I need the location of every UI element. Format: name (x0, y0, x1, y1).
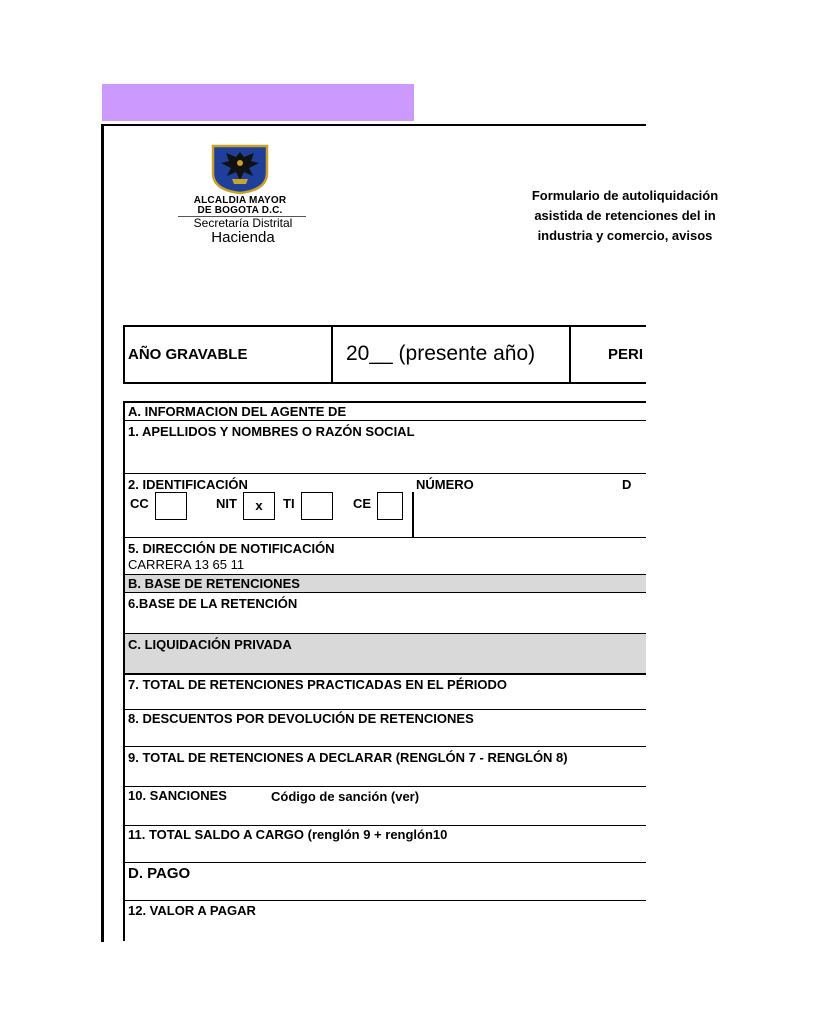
row-divider (123, 473, 646, 474)
id-type-ce-label: CE (353, 496, 372, 511)
sheet-left-border (101, 124, 104, 942)
row-divider (123, 537, 646, 538)
sheet-top-border (101, 124, 646, 126)
sanction-code-link[interactable]: Código de sanción (ver) (271, 789, 420, 804)
year-row-bottom-border (123, 382, 646, 384)
section-a-title: A. INFORMACION DEL AGENTE DE (128, 404, 347, 419)
id-type-ce-checkbox[interactable] (377, 492, 403, 520)
row-divider (123, 786, 646, 787)
field9-label: 9. TOTAL DE RETENCIONES A DECLARAR (RENGLÓN 7 - RENGLÓN 8) (128, 750, 568, 765)
field7-label: 7. TOTAL DE RETENCIONES PRACTICADAS EN EL PÉRIODO (128, 677, 507, 692)
field11-label: 11. TOTAL SALDO A CARGO (renglón 9 + renglón10 (128, 827, 448, 842)
row-divider (123, 825, 646, 826)
row-divider (123, 746, 646, 747)
row-divider (123, 420, 646, 421)
address-value[interactable]: CARRERA 13 65 11 (128, 557, 245, 572)
year-row-top-border (123, 325, 646, 327)
bogota-coat-of-arms-icon (210, 143, 270, 195)
logo-text-line1: ALCALDIA MAYOR (193, 195, 287, 206)
id-type-nit-checkbox[interactable]: x (243, 492, 275, 520)
row-divider (123, 862, 646, 863)
logo-text-line2: DE BOGOTA D.C. (197, 205, 283, 216)
id-type-cc-label: CC (130, 496, 149, 511)
period-label: PERI (608, 346, 644, 363)
year-row-left-border (123, 325, 125, 384)
year-value-field[interactable]: 20__ (presente año) (346, 342, 536, 365)
verification-digit-label: D (622, 477, 632, 492)
field10-label: 10. SANCIONES (128, 788, 227, 803)
id-number-divider (412, 492, 414, 538)
section-b-title: B. BASE DE RETENCIONES (128, 576, 300, 591)
id-type-ti-label: TI (283, 496, 295, 511)
row-divider (123, 592, 646, 593)
field6-label: 6.BASE DE LA RETENCIÓN (128, 596, 298, 611)
id-type-nit-label: NIT (216, 496, 237, 511)
year-row-divider (331, 325, 333, 384)
logo-text-line4: Hacienda (211, 229, 275, 246)
row-divider (123, 673, 646, 675)
year-row-divider (569, 325, 571, 384)
table-top-border (123, 401, 646, 403)
row-divider (123, 900, 646, 901)
form-title-line: Formulario de autoliquidación (531, 188, 719, 203)
field5-label: 5. DIRECCIÓN DE NOTIFICACIÓN (128, 541, 335, 556)
form-title-line: asistida de retenciones del in (534, 208, 716, 223)
logo-text-line3: Secretaría Distrital (193, 216, 293, 230)
id-type-cc-checkbox[interactable] (155, 492, 187, 520)
field2-label: 2. IDENTIFICACIÓN (128, 477, 248, 492)
row-divider (123, 574, 646, 575)
year-label: AÑO GRAVABLE (128, 346, 248, 363)
form-title (415, 186, 835, 246)
row-divider (123, 709, 646, 710)
field1-label: 1. APELLIDOS Y NOMBRES O RAZÓN SOCIAL (128, 424, 415, 439)
number-label: NÚMERO (416, 477, 474, 492)
id-type-ti-checkbox[interactable] (301, 492, 333, 520)
field8-label: 8. DESCUENTOS POR DEVOLUCIÓN DE RETENCIONES (128, 711, 474, 726)
section-d-title: D. PAGO (128, 865, 191, 882)
form-title-line: industria y comercio, avisos (537, 228, 713, 243)
field12-label: 12. VALOR A PAGAR (128, 903, 256, 918)
section-c-title: C. LIQUIDACIÓN PRIVADA (128, 637, 292, 652)
